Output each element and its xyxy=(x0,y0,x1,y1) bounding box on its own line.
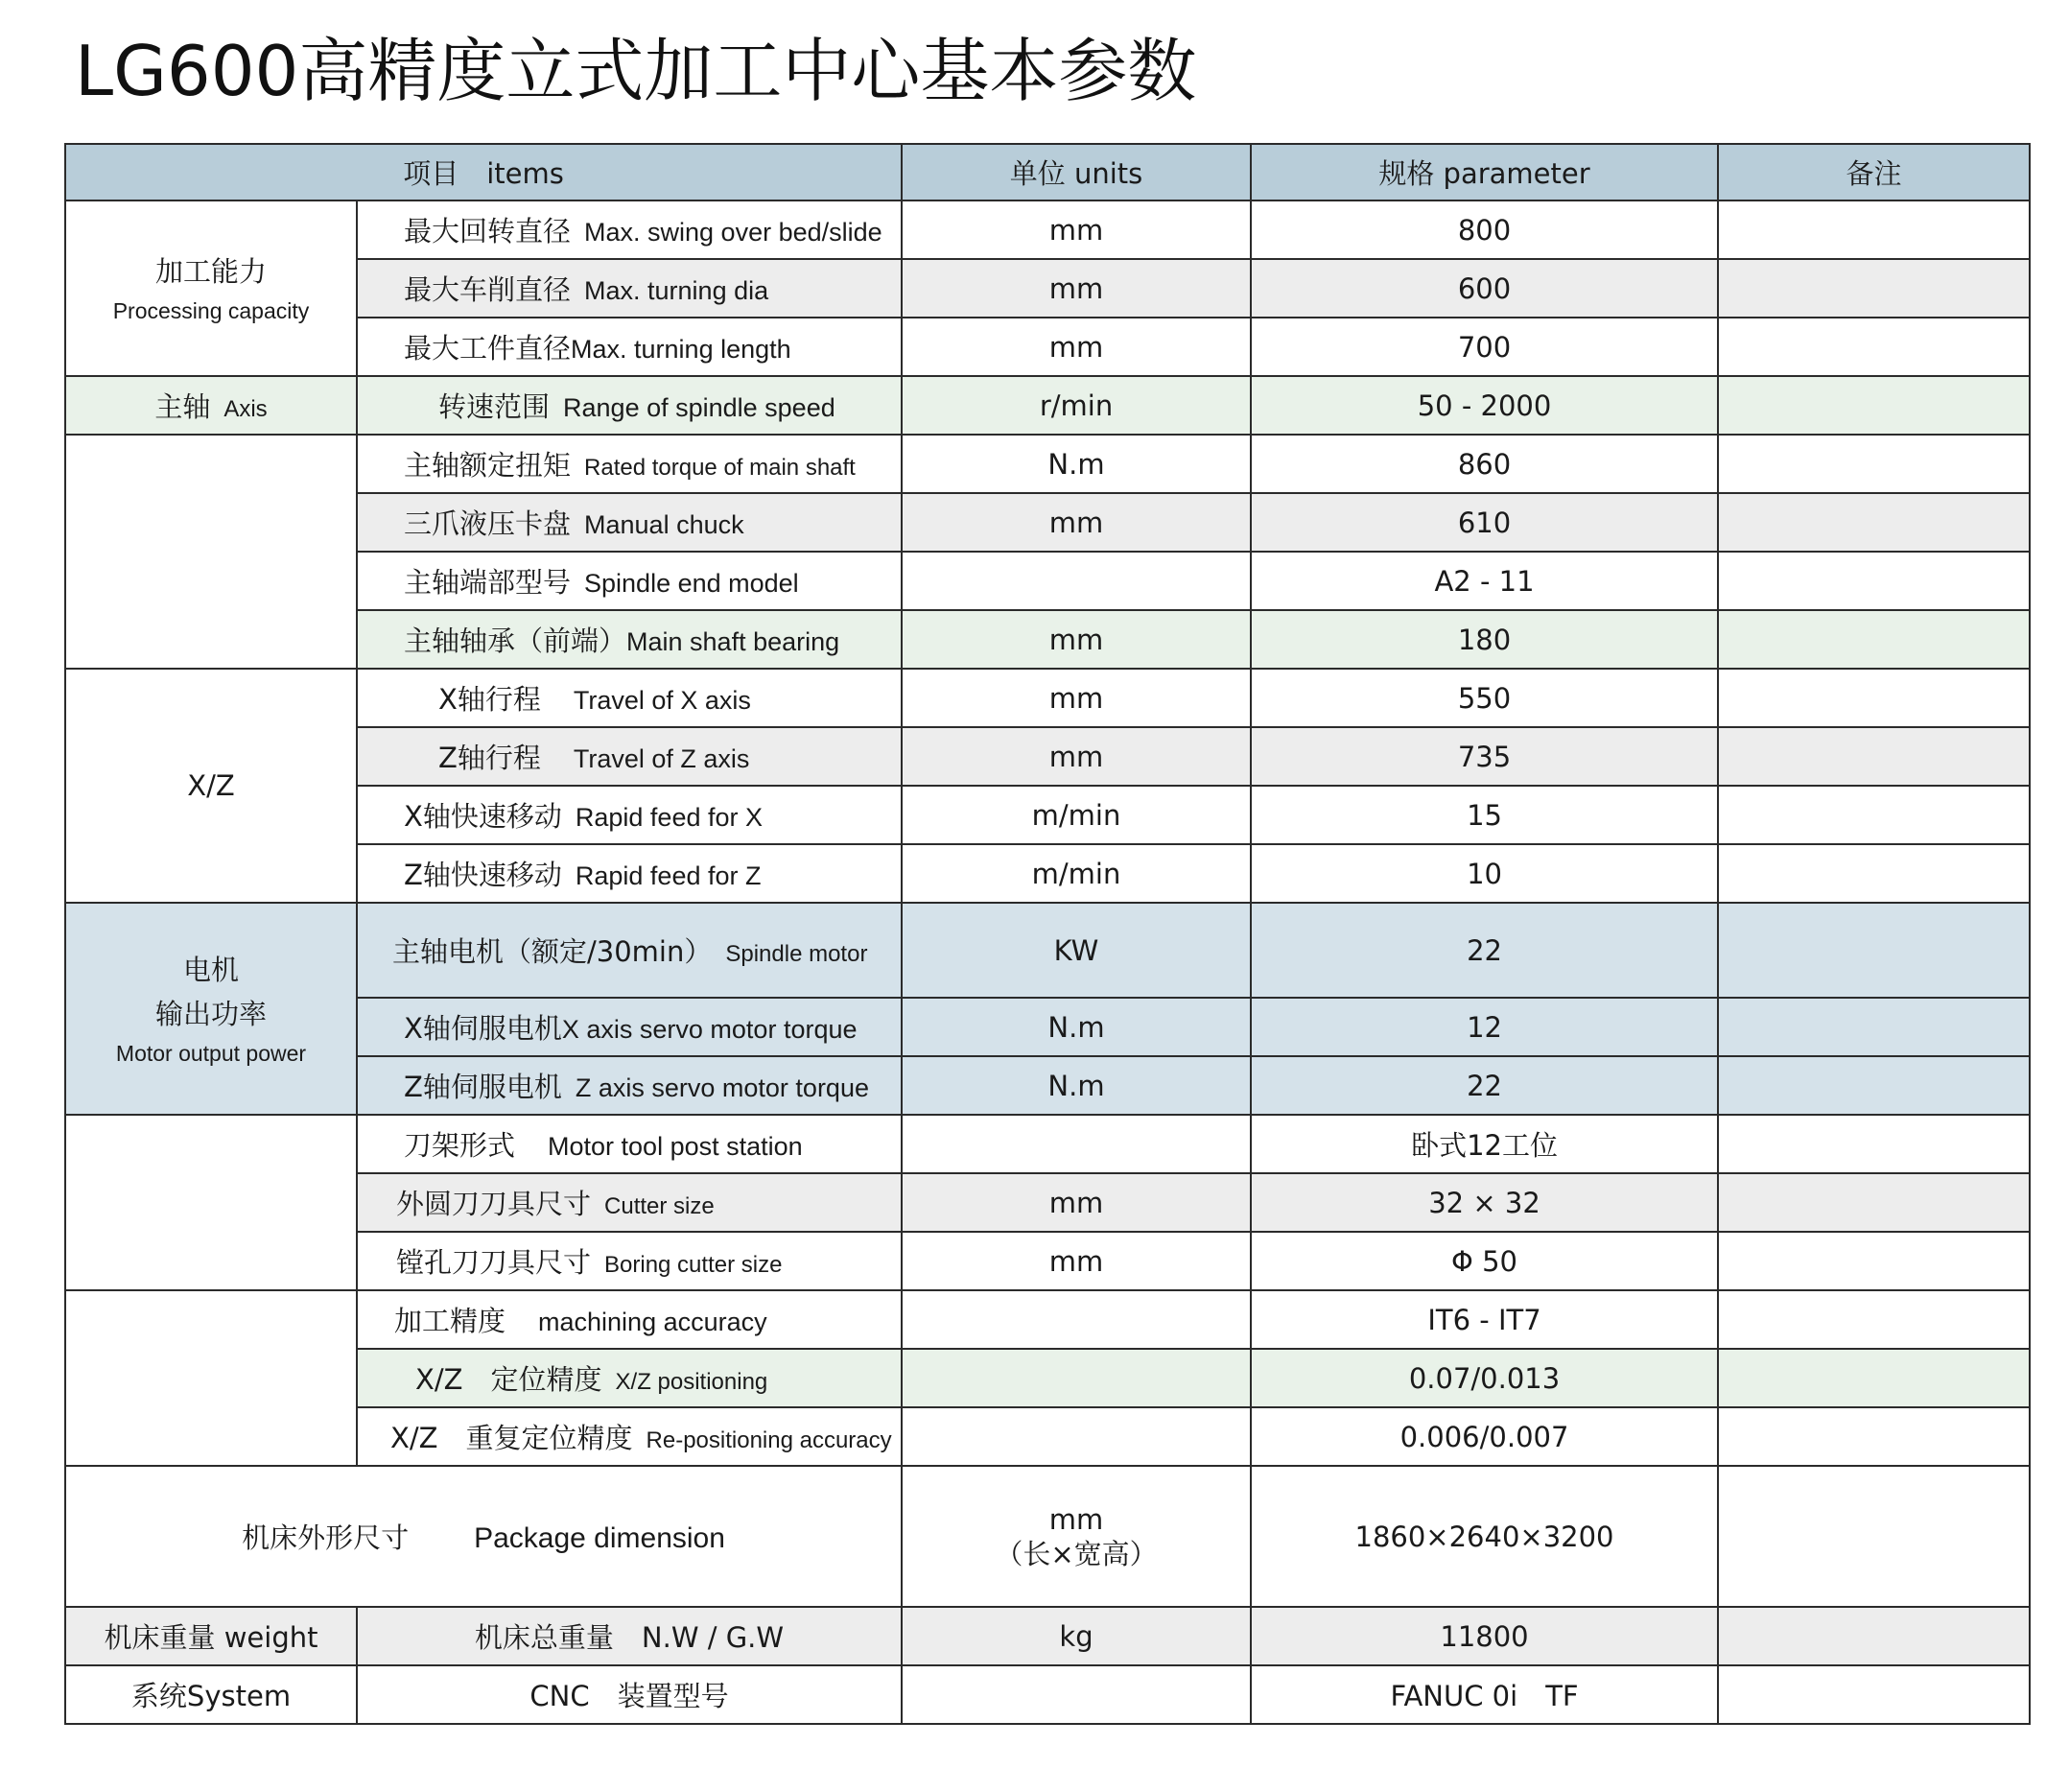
value-cell: 22 xyxy=(1251,903,1718,998)
table-row xyxy=(65,1290,2030,1349)
table-row xyxy=(65,786,2030,844)
item-cell xyxy=(357,1349,902,1407)
item-label-en: Main shaft bearing xyxy=(626,627,840,656)
item-label: 主轴轴承（前端） xyxy=(404,625,627,657)
unit-cell: mm xyxy=(902,669,1251,727)
item-label: 转速范围 xyxy=(438,390,551,423)
unit-cell xyxy=(902,1407,1251,1466)
table-row xyxy=(65,552,2030,610)
value-cell: A2 - 11 xyxy=(1251,552,1718,610)
page-title: LG600高精度立式加工中心基本参数 xyxy=(75,31,1197,111)
unit-cell: m/min xyxy=(902,844,1251,903)
value-cell: 610 xyxy=(1251,493,1718,552)
item-cell xyxy=(357,844,902,903)
unit-cell: mm xyxy=(902,200,1251,259)
table-row xyxy=(65,1349,2030,1407)
unit-cell: mm xyxy=(902,727,1251,786)
item-label: 加工精度 xyxy=(394,1305,506,1337)
item-label-en: Spindle motor xyxy=(725,941,868,967)
item-label: 机床外形尺寸 xyxy=(242,1521,410,1554)
item-label: 主轴电机（额定/30min） xyxy=(392,935,713,968)
category-label-en: Motor output power xyxy=(115,1040,307,1066)
category-xz: X/Z xyxy=(65,669,357,903)
item-label-en: Max. swing over bed/slide xyxy=(584,218,882,247)
item-cell xyxy=(357,1407,902,1466)
table-row xyxy=(65,998,2030,1056)
table-row xyxy=(65,610,2030,669)
category-label: 电机 xyxy=(182,953,239,986)
item-label: X/Z 定位精度 xyxy=(415,1363,602,1396)
item-label: 最大回转直径 xyxy=(404,215,572,248)
item-label: Z轴快速移动 xyxy=(404,859,562,891)
unit-cell: m/min xyxy=(902,786,1251,844)
item-label-en: Rapid feed for Z xyxy=(575,861,762,890)
remarks-cell xyxy=(1718,1466,2030,1607)
remarks-cell xyxy=(1718,1115,2030,1173)
item-label: Z轴伺服电机 xyxy=(404,1071,562,1103)
remarks-cell xyxy=(1718,318,2030,376)
item-label-en: Re-positioning accuracy xyxy=(646,1427,892,1453)
unit-cell: mm xyxy=(902,259,1251,318)
value-cell: 12 xyxy=(1251,998,1718,1056)
unit-cell xyxy=(902,1349,1251,1407)
remarks-cell xyxy=(1718,259,2030,318)
unit-cell: mm xyxy=(902,1173,1251,1232)
unit-cell: kg xyxy=(902,1607,1251,1665)
value-cell: 32 × 32 xyxy=(1251,1173,1718,1232)
table-row xyxy=(65,844,2030,903)
remarks-cell xyxy=(1718,610,2030,669)
category-empty xyxy=(65,435,357,669)
value-cell: 0.006/0.007 xyxy=(1251,1407,1718,1466)
unit-cell: N.m xyxy=(902,998,1251,1056)
unit-cell xyxy=(902,1290,1251,1349)
item-label: X/Z 重复定位精度 xyxy=(390,1422,633,1454)
table-row xyxy=(65,727,2030,786)
item-label: X轴快速移动 xyxy=(404,800,562,833)
item-label-en: Max. turning dia xyxy=(584,276,769,305)
table-row xyxy=(65,435,2030,493)
table-row xyxy=(65,1115,2030,1173)
unit-cell: mm xyxy=(902,1232,1251,1290)
item-cell xyxy=(357,435,902,493)
item-label: 外圆刀刀具尺寸 xyxy=(396,1188,592,1220)
item-label: 主轴额定扭矩 xyxy=(404,449,572,482)
remarks-cell xyxy=(1718,1056,2030,1115)
item-cell xyxy=(357,552,902,610)
remarks-cell xyxy=(1718,727,2030,786)
table-row xyxy=(65,1607,2030,1665)
item-cell xyxy=(357,1115,902,1173)
table-row xyxy=(65,1056,2030,1115)
value-cell: 卧式12工位 xyxy=(1251,1115,1718,1173)
value-cell: FANUC 0i TF xyxy=(1251,1665,1718,1724)
unit-cell: N.m xyxy=(902,1056,1251,1115)
remarks-cell xyxy=(1718,669,2030,727)
unit-cell: mm xyxy=(902,493,1251,552)
item-cell xyxy=(357,200,902,259)
category-label: 输出功率 xyxy=(154,997,267,1030)
remarks-cell xyxy=(1718,1290,2030,1349)
remarks-cell xyxy=(1718,200,2030,259)
table-row xyxy=(65,1407,2030,1466)
header-parameter: 规格 parameter xyxy=(1251,144,1718,200)
item-label: 三爪液压卡盘 xyxy=(404,507,572,540)
item-label-en: machining accuracy xyxy=(538,1308,767,1336)
remarks-cell xyxy=(1718,998,2030,1056)
table-row xyxy=(65,1232,2030,1290)
category-weight: 机床重量 weight xyxy=(65,1607,357,1665)
item-label: X轴行程 xyxy=(438,683,541,716)
item-label-en: Rapid feed for X xyxy=(575,803,763,832)
item-cell: 机床总重量 N.W / G.W xyxy=(357,1607,902,1665)
item-cell xyxy=(357,1173,902,1232)
remarks-cell xyxy=(1718,1173,2030,1232)
remarks-cell xyxy=(1718,493,2030,552)
category-motor xyxy=(65,903,357,1115)
remarks-cell xyxy=(1718,786,2030,844)
value-cell: 22 xyxy=(1251,1056,1718,1115)
table-header xyxy=(65,144,2030,200)
item-label: 最大工件直径 xyxy=(404,332,572,365)
item-cell xyxy=(357,786,902,844)
item-label: 最大车削直径 xyxy=(404,273,572,306)
category-label: 加工能力 xyxy=(154,254,267,288)
remarks-cell xyxy=(1718,1607,2030,1665)
category-empty xyxy=(65,1115,357,1290)
unit-label: （长×宽高） xyxy=(995,1537,1158,1570)
unit-cell xyxy=(902,1466,1251,1607)
table-row xyxy=(65,669,2030,727)
item-cell xyxy=(357,727,902,786)
unit-cell: mm xyxy=(902,318,1251,376)
value-cell: 11800 xyxy=(1251,1607,1718,1665)
remarks-cell xyxy=(1718,435,2030,493)
unit-cell xyxy=(902,1665,1251,1724)
item-label-en: X axis servo motor torque xyxy=(561,1015,858,1044)
table-row xyxy=(65,903,2030,998)
item-label: 刀架形式 xyxy=(404,1129,516,1162)
package-item-cell xyxy=(65,1466,902,1607)
item-cell xyxy=(357,1232,902,1290)
value-cell: 10 xyxy=(1251,844,1718,903)
value-cell: 600 xyxy=(1251,259,1718,318)
value-cell: 180 xyxy=(1251,610,1718,669)
table-row xyxy=(65,376,2030,435)
value-cell: IT6 - IT7 xyxy=(1251,1290,1718,1349)
unit-label: mm xyxy=(1048,1502,1104,1536)
value-cell: 0.07/0.013 xyxy=(1251,1349,1718,1407)
value-cell: 700 xyxy=(1251,318,1718,376)
table-row xyxy=(65,493,2030,552)
item-cell xyxy=(357,259,902,318)
value-cell: 860 xyxy=(1251,435,1718,493)
category-empty xyxy=(65,1290,357,1466)
value-cell: 50 - 2000 xyxy=(1251,376,1718,435)
remarks-cell xyxy=(1718,1407,2030,1466)
remarks-cell xyxy=(1718,903,2030,998)
remarks-cell xyxy=(1718,552,2030,610)
remarks-cell xyxy=(1718,1665,2030,1724)
item-label-en: Z axis servo motor torque xyxy=(575,1073,869,1102)
table-row xyxy=(65,318,2030,376)
item-label-en: Max. turning length xyxy=(571,335,791,364)
item-label-en: Package dimension xyxy=(474,1522,725,1554)
item-label-en: Cutter size xyxy=(604,1193,715,1219)
item-label-en: Rated torque of main shaft xyxy=(584,455,856,481)
item-label: 主轴端部型号 xyxy=(404,566,572,599)
table-row xyxy=(65,1173,2030,1232)
unit-cell: N.m xyxy=(902,435,1251,493)
remarks-cell xyxy=(1718,1232,2030,1290)
table-row xyxy=(65,1466,2030,1607)
item-label: X轴伺服电机 xyxy=(404,1012,562,1045)
item-cell xyxy=(357,376,902,435)
item-label-en: Travel of Z axis xyxy=(573,744,750,773)
item-cell xyxy=(357,1290,902,1349)
category-system: 系统System xyxy=(65,1665,357,1724)
category-axis xyxy=(65,376,357,435)
category-processing xyxy=(65,200,357,376)
item-cell xyxy=(357,1056,902,1115)
item-label-en: X/Z positioning xyxy=(615,1369,768,1395)
value-cell: 800 xyxy=(1251,200,1718,259)
item-label-en: Travel of X axis xyxy=(573,686,751,715)
value-cell: 1860×2640×3200 xyxy=(1251,1466,1718,1607)
item-label-en: Motor tool post station xyxy=(548,1132,803,1161)
table-row xyxy=(65,259,2030,318)
table-row xyxy=(65,1665,2030,1724)
item-label: 镗孔刀刀具尺寸 xyxy=(396,1246,592,1279)
item-cell xyxy=(357,669,902,727)
item-label: Z轴行程 xyxy=(438,742,541,774)
value-cell: 735 xyxy=(1251,727,1718,786)
spec-table xyxy=(64,143,2031,1725)
item-cell xyxy=(357,610,902,669)
item-cell xyxy=(357,493,902,552)
category-label-en: Processing capacity xyxy=(112,297,310,323)
item-label-en: Boring cutter size xyxy=(604,1252,783,1278)
header-remarks: 备注 xyxy=(1718,144,2030,200)
remarks-cell xyxy=(1718,844,2030,903)
unit-cell xyxy=(902,1115,1251,1173)
item-label-en: Spindle end model xyxy=(584,569,799,598)
item-label-en: Manual chuck xyxy=(584,510,744,539)
item-cell xyxy=(357,903,902,998)
item-cell: CNC 装置型号 xyxy=(357,1665,902,1724)
table-row xyxy=(65,200,2030,259)
item-cell xyxy=(357,998,902,1056)
unit-cell: KW xyxy=(902,903,1251,998)
remarks-cell xyxy=(1718,1349,2030,1407)
value-cell: Φ 50 xyxy=(1251,1232,1718,1290)
header-units: 单位 units xyxy=(902,144,1251,200)
unit-cell: r/min xyxy=(902,376,1251,435)
item-cell xyxy=(357,318,902,376)
remarks-cell xyxy=(1718,376,2030,435)
unit-cell xyxy=(902,552,1251,610)
category-label: 主轴 xyxy=(154,390,211,423)
value-cell: 15 xyxy=(1251,786,1718,844)
value-cell: 550 xyxy=(1251,669,1718,727)
category-label-en: Axis xyxy=(223,396,268,422)
item-label-en: Range of spindle speed xyxy=(563,393,835,422)
unit-cell: mm xyxy=(902,610,1251,669)
header-items: 项目 items xyxy=(65,144,902,200)
